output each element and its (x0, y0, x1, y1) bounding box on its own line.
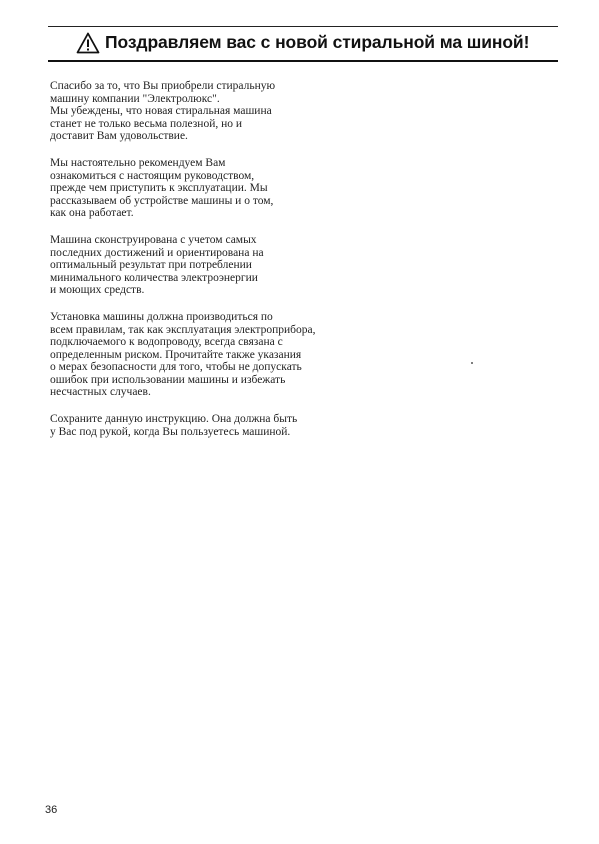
text-line: Установка машины должна производиться по (50, 310, 273, 323)
paragraph (50, 413, 370, 438)
text-line: прежде чем приступить к эксплуатации. Мы (50, 182, 268, 195)
text-line: несчастных случаев. (50, 386, 151, 399)
scan-speck (471, 362, 473, 364)
top-rule (48, 26, 558, 27)
text-line: доставит Вам удовольствие. (50, 130, 188, 143)
text-line: оптимальный результат при потреблении (50, 259, 252, 272)
text-line: Машина сконструирована с учетом самых (50, 233, 257, 246)
text-line: ошибок при использовании машины и избежать (50, 373, 286, 386)
text-line: и моющих средств. (50, 284, 145, 297)
text-line: машину компании "Электролюкс". (50, 92, 220, 105)
paragraph (50, 234, 370, 297)
text-line: как она работает. (50, 207, 134, 220)
page-number: 36 (45, 804, 58, 816)
text-line: у Вас под рукой, когда Вы пользуетесь машиной. (50, 425, 291, 438)
text-line: последних достижений и ориентирована на (50, 246, 264, 259)
text-line: ознакомиться с настоящим руководством, (50, 169, 255, 182)
text-line: Мы настоятельно рекомендуем Вам (50, 156, 226, 169)
text-line: Сохраните данную инструкцию. Она должна быть (50, 413, 298, 426)
warning-triangle-icon (76, 32, 100, 54)
page-header (48, 30, 558, 62)
text-line: Спасибо за то, что Вы приобрели стиральную (50, 80, 276, 92)
text-line: рассказываем об устройстве машины и о том, (50, 194, 274, 207)
text-line: минимального количества электроэнергии (50, 271, 258, 284)
paragraph (50, 311, 370, 399)
text-line: всем правилам, так как эксплуатация электроприбора, (50, 323, 316, 336)
body-text (50, 80, 370, 452)
page-title: Поздравляем вас с новой стиральной ма шиной! (105, 32, 530, 52)
text-line: Мы убеждены, что новая стиральная машина (50, 105, 272, 118)
text-line: станет не только весьма полезной, но и (50, 117, 243, 130)
paragraph (50, 157, 370, 220)
text-line: о мерах безопасности для того, чтобы не допускать (50, 361, 302, 374)
text-line: подключаемого к водопроводу, всегда связана с (50, 336, 283, 349)
text-line: определенным риском. Прочитайте также указания (50, 348, 302, 361)
paragraph (50, 80, 370, 143)
